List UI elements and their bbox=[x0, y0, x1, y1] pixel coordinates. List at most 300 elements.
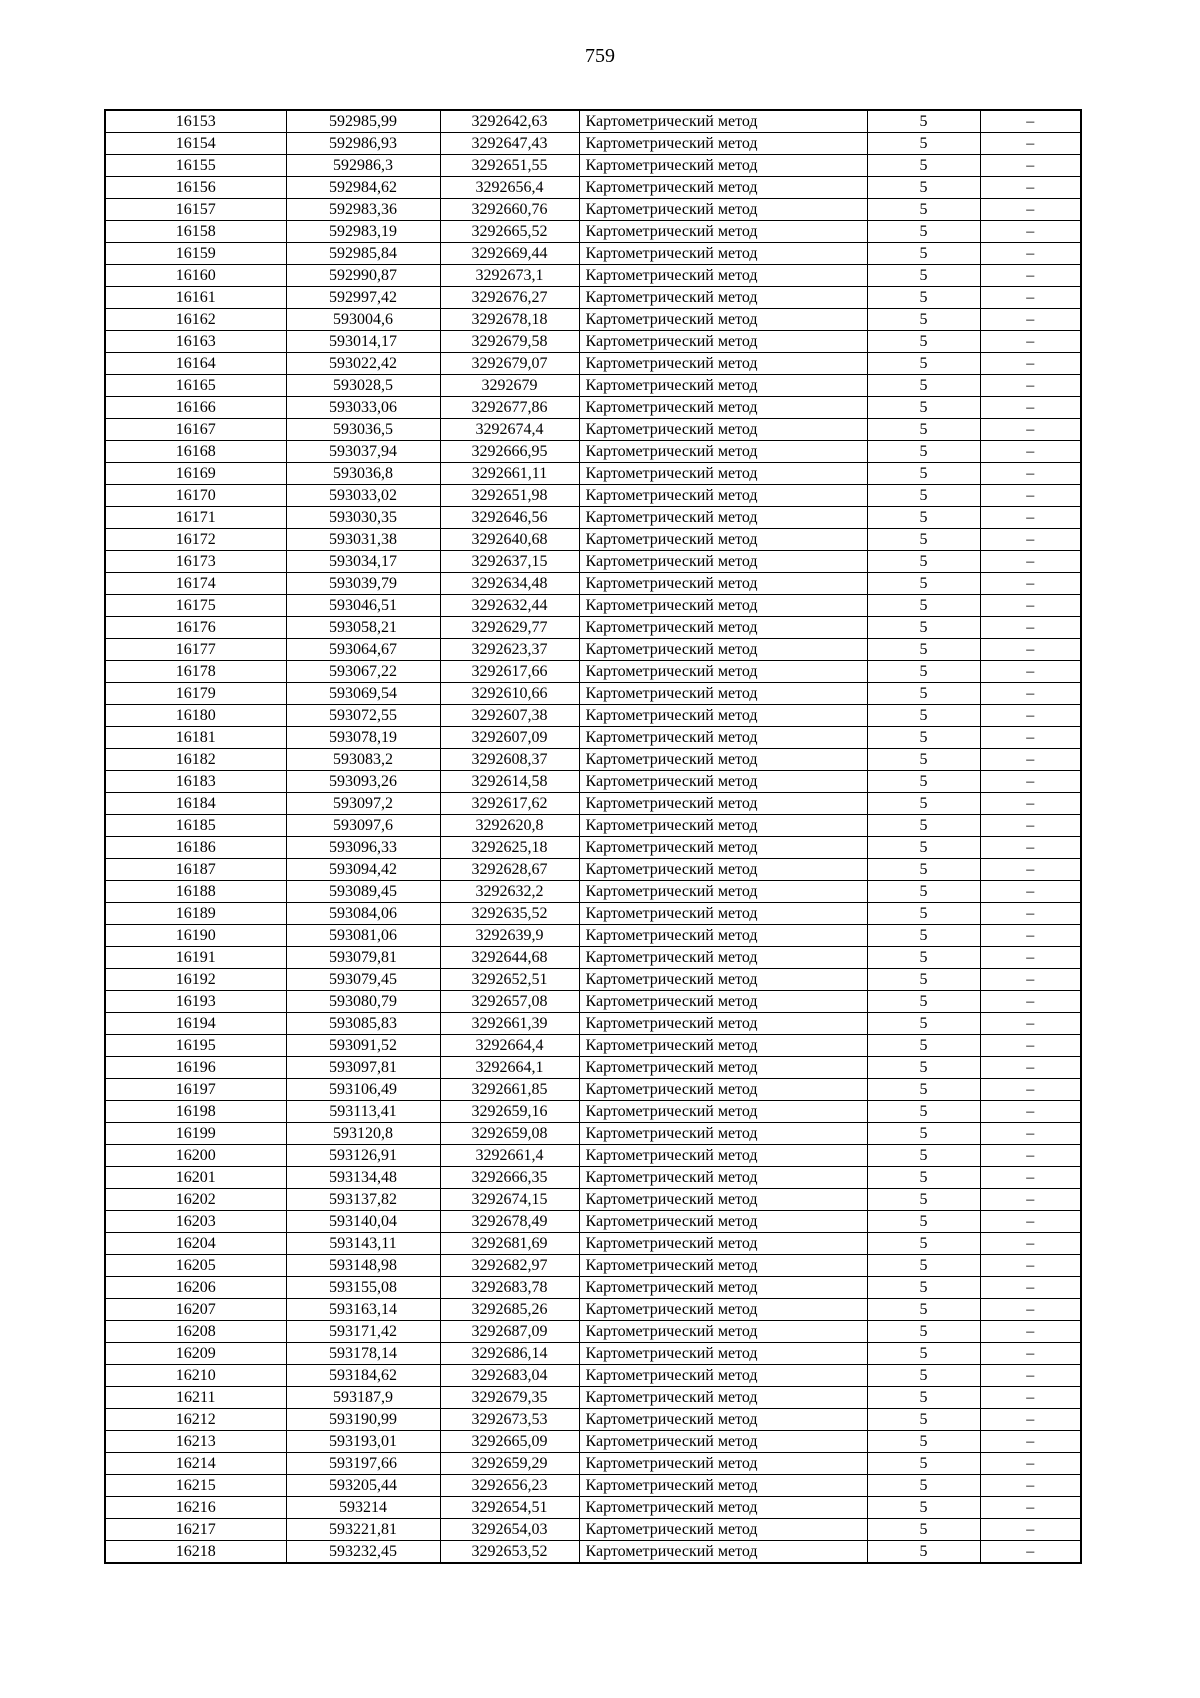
x-coordinate-cell: 592983,19 bbox=[286, 221, 440, 243]
x-coordinate-cell: 593081,06 bbox=[286, 925, 440, 947]
accuracy-cell: 5 bbox=[867, 265, 980, 287]
table-row bbox=[105, 881, 1081, 903]
method-cell: Картометрический метод bbox=[579, 1475, 867, 1497]
accuracy-cell: 5 bbox=[867, 133, 980, 155]
dash-cell: – bbox=[980, 133, 1081, 155]
y-coordinate-cell: 3292623,37 bbox=[440, 639, 579, 661]
y-coordinate-cell: 3292608,37 bbox=[440, 749, 579, 771]
point-number-cell: 16155 bbox=[105, 155, 286, 177]
dash-cell: – bbox=[980, 1409, 1081, 1431]
y-coordinate-cell: 3292679,35 bbox=[440, 1387, 579, 1409]
x-coordinate-cell: 593033,02 bbox=[286, 485, 440, 507]
x-coordinate-cell: 593120,8 bbox=[286, 1123, 440, 1145]
table-row bbox=[105, 199, 1081, 221]
table-row bbox=[105, 1541, 1081, 1564]
point-number-cell: 16184 bbox=[105, 793, 286, 815]
table-row bbox=[105, 991, 1081, 1013]
point-number-cell: 16187 bbox=[105, 859, 286, 881]
point-number-cell: 16175 bbox=[105, 595, 286, 617]
accuracy-cell: 5 bbox=[867, 177, 980, 199]
accuracy-cell: 5 bbox=[867, 881, 980, 903]
accuracy-cell: 5 bbox=[867, 243, 980, 265]
accuracy-cell: 5 bbox=[867, 441, 980, 463]
accuracy-cell: 5 bbox=[867, 947, 980, 969]
y-coordinate-cell: 3292677,86 bbox=[440, 397, 579, 419]
y-coordinate-cell: 3292617,62 bbox=[440, 793, 579, 815]
x-coordinate-cell: 593034,17 bbox=[286, 551, 440, 573]
point-number-cell: 16186 bbox=[105, 837, 286, 859]
y-coordinate-cell: 3292632,2 bbox=[440, 881, 579, 903]
y-coordinate-cell: 3292625,18 bbox=[440, 837, 579, 859]
table-row bbox=[105, 507, 1081, 529]
y-coordinate-cell: 3292644,68 bbox=[440, 947, 579, 969]
method-cell: Картометрический метод bbox=[579, 595, 867, 617]
x-coordinate-cell: 593080,79 bbox=[286, 991, 440, 1013]
point-number-cell: 16214 bbox=[105, 1453, 286, 1475]
x-coordinate-cell: 592986,93 bbox=[286, 133, 440, 155]
point-number-cell: 16162 bbox=[105, 309, 286, 331]
dash-cell: – bbox=[980, 221, 1081, 243]
x-coordinate-cell: 593084,06 bbox=[286, 903, 440, 925]
method-cell: Картометрический метод bbox=[579, 1541, 867, 1564]
y-coordinate-cell: 3292661,85 bbox=[440, 1079, 579, 1101]
point-number-cell: 16199 bbox=[105, 1123, 286, 1145]
table-row bbox=[105, 221, 1081, 243]
method-cell: Картометрический метод bbox=[579, 793, 867, 815]
dash-cell: – bbox=[980, 1299, 1081, 1321]
point-number-cell: 16177 bbox=[105, 639, 286, 661]
method-cell: Картометрический метод bbox=[579, 551, 867, 573]
table-row bbox=[105, 309, 1081, 331]
y-coordinate-cell: 3292669,44 bbox=[440, 243, 579, 265]
table-row bbox=[105, 155, 1081, 177]
y-coordinate-cell: 3292683,04 bbox=[440, 1365, 579, 1387]
dash-cell: – bbox=[980, 1123, 1081, 1145]
point-number-cell: 16165 bbox=[105, 375, 286, 397]
accuracy-cell: 5 bbox=[867, 1211, 980, 1233]
dash-cell: – bbox=[980, 1035, 1081, 1057]
dash-cell: – bbox=[980, 705, 1081, 727]
x-coordinate-cell: 593094,42 bbox=[286, 859, 440, 881]
dash-cell: – bbox=[980, 1321, 1081, 1343]
y-coordinate-cell: 3292656,23 bbox=[440, 1475, 579, 1497]
x-coordinate-cell: 593037,94 bbox=[286, 441, 440, 463]
point-number-cell: 16171 bbox=[105, 507, 286, 529]
point-number-cell: 16158 bbox=[105, 221, 286, 243]
dash-cell: – bbox=[980, 507, 1081, 529]
point-number-cell: 16216 bbox=[105, 1497, 286, 1519]
table-row bbox=[105, 969, 1081, 991]
dash-cell: – bbox=[980, 1255, 1081, 1277]
method-cell: Картометрический метод bbox=[579, 859, 867, 881]
method-cell: Картометрический метод bbox=[579, 815, 867, 837]
table-row bbox=[105, 1343, 1081, 1365]
method-cell: Картометрический метод bbox=[579, 441, 867, 463]
method-cell: Картометрический метод bbox=[579, 529, 867, 551]
table-row bbox=[105, 837, 1081, 859]
accuracy-cell: 5 bbox=[867, 1475, 980, 1497]
accuracy-cell: 5 bbox=[867, 419, 980, 441]
accuracy-cell: 5 bbox=[867, 1057, 980, 1079]
y-coordinate-cell: 3292664,4 bbox=[440, 1035, 579, 1057]
point-number-cell: 16190 bbox=[105, 925, 286, 947]
point-number-cell: 16194 bbox=[105, 1013, 286, 1035]
point-number-cell: 16207 bbox=[105, 1299, 286, 1321]
y-coordinate-cell: 3292629,77 bbox=[440, 617, 579, 639]
y-coordinate-cell: 3292659,29 bbox=[440, 1453, 579, 1475]
accuracy-cell: 5 bbox=[867, 1409, 980, 1431]
y-coordinate-cell: 3292617,66 bbox=[440, 661, 579, 683]
method-cell: Картометрический метод bbox=[579, 661, 867, 683]
dash-cell: – bbox=[980, 441, 1081, 463]
table-row bbox=[105, 1189, 1081, 1211]
table-row bbox=[105, 859, 1081, 881]
page-number: 759 bbox=[585, 45, 615, 67]
point-number-cell: 16206 bbox=[105, 1277, 286, 1299]
accuracy-cell: 5 bbox=[867, 837, 980, 859]
y-coordinate-cell: 3292664,1 bbox=[440, 1057, 579, 1079]
dash-cell: – bbox=[980, 331, 1081, 353]
table-row bbox=[105, 485, 1081, 507]
point-number-cell: 16156 bbox=[105, 177, 286, 199]
dash-cell: – bbox=[980, 265, 1081, 287]
method-cell: Картометрический метод bbox=[579, 1189, 867, 1211]
y-coordinate-cell: 3292687,09 bbox=[440, 1321, 579, 1343]
y-coordinate-cell: 3292654,03 bbox=[440, 1519, 579, 1541]
point-number-cell: 16188 bbox=[105, 881, 286, 903]
method-cell: Картометрический метод bbox=[579, 287, 867, 309]
x-coordinate-cell: 593113,41 bbox=[286, 1101, 440, 1123]
method-cell: Картометрический метод bbox=[579, 1321, 867, 1343]
accuracy-cell: 5 bbox=[867, 309, 980, 331]
point-number-cell: 16189 bbox=[105, 903, 286, 925]
accuracy-cell: 5 bbox=[867, 1233, 980, 1255]
table-row bbox=[105, 749, 1081, 771]
table-row bbox=[105, 463, 1081, 485]
dash-cell: – bbox=[980, 1343, 1081, 1365]
dash-cell: – bbox=[980, 837, 1081, 859]
method-cell: Картометрический метод bbox=[579, 617, 867, 639]
y-coordinate-cell: 3292679 bbox=[440, 375, 579, 397]
table-row bbox=[105, 397, 1081, 419]
x-coordinate-cell: 593079,45 bbox=[286, 969, 440, 991]
x-coordinate-cell: 593205,44 bbox=[286, 1475, 440, 1497]
x-coordinate-cell: 593014,17 bbox=[286, 331, 440, 353]
dash-cell: – bbox=[980, 617, 1081, 639]
dash-cell: – bbox=[980, 110, 1081, 133]
table-row bbox=[105, 529, 1081, 551]
x-coordinate-cell: 593143,11 bbox=[286, 1233, 440, 1255]
accuracy-cell: 5 bbox=[867, 749, 980, 771]
dash-cell: – bbox=[980, 727, 1081, 749]
dash-cell: – bbox=[980, 1431, 1081, 1453]
x-coordinate-cell: 593085,83 bbox=[286, 1013, 440, 1035]
y-coordinate-cell: 3292656,4 bbox=[440, 177, 579, 199]
method-cell: Картометрический метод bbox=[579, 1519, 867, 1541]
table-row bbox=[105, 925, 1081, 947]
point-number-cell: 16198 bbox=[105, 1101, 286, 1123]
table-row bbox=[105, 1013, 1081, 1035]
point-number-cell: 16218 bbox=[105, 1541, 286, 1564]
accuracy-cell: 5 bbox=[867, 727, 980, 749]
method-cell: Картометрический метод bbox=[579, 1233, 867, 1255]
y-coordinate-cell: 3292652,51 bbox=[440, 969, 579, 991]
method-cell: Картометрический метод bbox=[579, 749, 867, 771]
accuracy-cell: 5 bbox=[867, 287, 980, 309]
y-coordinate-cell: 3292678,49 bbox=[440, 1211, 579, 1233]
y-coordinate-cell: 3292665,52 bbox=[440, 221, 579, 243]
method-cell: Картометрический метод bbox=[579, 771, 867, 793]
method-cell: Картометрический метод bbox=[579, 221, 867, 243]
x-coordinate-cell: 593067,22 bbox=[286, 661, 440, 683]
table-row bbox=[105, 1145, 1081, 1167]
accuracy-cell: 5 bbox=[867, 639, 980, 661]
point-number-cell: 16180 bbox=[105, 705, 286, 727]
table-row bbox=[105, 573, 1081, 595]
x-coordinate-cell: 593140,04 bbox=[286, 1211, 440, 1233]
dash-cell: – bbox=[980, 1497, 1081, 1519]
x-coordinate-cell: 593079,81 bbox=[286, 947, 440, 969]
table-row bbox=[105, 947, 1081, 969]
dash-cell: – bbox=[980, 1365, 1081, 1387]
point-number-cell: 16205 bbox=[105, 1255, 286, 1277]
x-coordinate-cell: 593093,26 bbox=[286, 771, 440, 793]
accuracy-cell: 5 bbox=[867, 771, 980, 793]
x-coordinate-cell: 593193,01 bbox=[286, 1431, 440, 1453]
dash-cell: – bbox=[980, 969, 1081, 991]
x-coordinate-cell: 593171,42 bbox=[286, 1321, 440, 1343]
dash-cell: – bbox=[980, 573, 1081, 595]
dash-cell: – bbox=[980, 397, 1081, 419]
table-row bbox=[105, 243, 1081, 265]
dash-cell: – bbox=[980, 1277, 1081, 1299]
table-row bbox=[105, 1057, 1081, 1079]
y-coordinate-cell: 3292679,07 bbox=[440, 353, 579, 375]
dash-cell: – bbox=[980, 815, 1081, 837]
dash-cell: – bbox=[980, 287, 1081, 309]
accuracy-cell: 5 bbox=[867, 969, 980, 991]
x-coordinate-cell: 593004,6 bbox=[286, 309, 440, 331]
point-number-cell: 16195 bbox=[105, 1035, 286, 1057]
x-coordinate-cell: 592985,84 bbox=[286, 243, 440, 265]
y-coordinate-cell: 3292673,53 bbox=[440, 1409, 579, 1431]
accuracy-cell: 5 bbox=[867, 375, 980, 397]
x-coordinate-cell: 593046,51 bbox=[286, 595, 440, 617]
y-coordinate-cell: 3292665,09 bbox=[440, 1431, 579, 1453]
method-cell: Картометрический метод bbox=[579, 1101, 867, 1123]
y-coordinate-cell: 3292653,52 bbox=[440, 1541, 579, 1564]
accuracy-cell: 5 bbox=[867, 1079, 980, 1101]
method-cell: Картометрический метод bbox=[579, 683, 867, 705]
point-number-cell: 16192 bbox=[105, 969, 286, 991]
y-coordinate-cell: 3292673,1 bbox=[440, 265, 579, 287]
method-cell: Картометрический метод bbox=[579, 1453, 867, 1475]
x-coordinate-cell: 593163,14 bbox=[286, 1299, 440, 1321]
method-cell: Картометрический метод bbox=[579, 177, 867, 199]
table-row bbox=[105, 1255, 1081, 1277]
method-cell: Картометрический метод bbox=[579, 1145, 867, 1167]
y-coordinate-cell: 3292685,26 bbox=[440, 1299, 579, 1321]
dash-cell: – bbox=[980, 199, 1081, 221]
y-coordinate-cell: 3292635,52 bbox=[440, 903, 579, 925]
dash-cell: – bbox=[980, 639, 1081, 661]
method-cell: Картометрический метод bbox=[579, 837, 867, 859]
method-cell: Картометрический метод bbox=[579, 331, 867, 353]
x-coordinate-cell: 593058,21 bbox=[286, 617, 440, 639]
method-cell: Картометрический метод bbox=[579, 925, 867, 947]
method-cell: Картометрический метод bbox=[579, 1431, 867, 1453]
x-coordinate-cell: 593190,99 bbox=[286, 1409, 440, 1431]
x-coordinate-cell: 593022,42 bbox=[286, 353, 440, 375]
table-row bbox=[105, 1475, 1081, 1497]
method-cell: Картометрический метод bbox=[579, 1057, 867, 1079]
x-coordinate-cell: 593064,67 bbox=[286, 639, 440, 661]
dash-cell: – bbox=[980, 1167, 1081, 1189]
x-coordinate-cell: 593137,82 bbox=[286, 1189, 440, 1211]
method-cell: Картометрический метод bbox=[579, 265, 867, 287]
x-coordinate-cell: 593214 bbox=[286, 1497, 440, 1519]
method-cell: Картометрический метод bbox=[579, 705, 867, 727]
accuracy-cell: 5 bbox=[867, 1255, 980, 1277]
dash-cell: – bbox=[980, 683, 1081, 705]
accuracy-cell: 5 bbox=[867, 199, 980, 221]
table-row bbox=[105, 771, 1081, 793]
method-cell: Картометрический метод bbox=[579, 1365, 867, 1387]
method-cell: Картометрический метод bbox=[579, 1123, 867, 1145]
accuracy-cell: 5 bbox=[867, 1167, 980, 1189]
y-coordinate-cell: 3292646,56 bbox=[440, 507, 579, 529]
y-coordinate-cell: 3292661,39 bbox=[440, 1013, 579, 1035]
x-coordinate-cell: 593221,81 bbox=[286, 1519, 440, 1541]
accuracy-cell: 5 bbox=[867, 991, 980, 1013]
method-cell: Картометрический метод bbox=[579, 947, 867, 969]
point-number-cell: 16159 bbox=[105, 243, 286, 265]
accuracy-cell: 5 bbox=[867, 1541, 980, 1564]
dash-cell: – bbox=[980, 419, 1081, 441]
point-number-cell: 16157 bbox=[105, 199, 286, 221]
y-coordinate-cell: 3292682,97 bbox=[440, 1255, 579, 1277]
method-cell: Картометрический метод bbox=[579, 573, 867, 595]
y-coordinate-cell: 3292634,48 bbox=[440, 573, 579, 595]
y-coordinate-cell: 3292666,95 bbox=[440, 441, 579, 463]
y-coordinate-cell: 3292661,4 bbox=[440, 1145, 579, 1167]
table-row bbox=[105, 1211, 1081, 1233]
point-number-cell: 16161 bbox=[105, 287, 286, 309]
accuracy-cell: 5 bbox=[867, 155, 980, 177]
accuracy-cell: 5 bbox=[867, 221, 980, 243]
y-coordinate-cell: 3292654,51 bbox=[440, 1497, 579, 1519]
x-coordinate-cell: 593134,48 bbox=[286, 1167, 440, 1189]
point-number-cell: 16203 bbox=[105, 1211, 286, 1233]
point-number-cell: 16210 bbox=[105, 1365, 286, 1387]
point-number-cell: 16169 bbox=[105, 463, 286, 485]
table-row bbox=[105, 331, 1081, 353]
method-cell: Картометрический метод bbox=[579, 133, 867, 155]
y-coordinate-cell: 3292614,58 bbox=[440, 771, 579, 793]
method-cell: Картометрический метод bbox=[579, 419, 867, 441]
x-coordinate-cell: 593083,2 bbox=[286, 749, 440, 771]
table-row bbox=[105, 1387, 1081, 1409]
y-coordinate-cell: 3292666,35 bbox=[440, 1167, 579, 1189]
point-number-cell: 16183 bbox=[105, 771, 286, 793]
table-row bbox=[105, 551, 1081, 573]
dash-cell: – bbox=[980, 529, 1081, 551]
accuracy-cell: 5 bbox=[867, 1343, 980, 1365]
y-coordinate-cell: 3292661,11 bbox=[440, 463, 579, 485]
table-row bbox=[105, 595, 1081, 617]
method-cell: Картометрический метод bbox=[579, 1211, 867, 1233]
dash-cell: – bbox=[980, 859, 1081, 881]
dash-cell: – bbox=[980, 1189, 1081, 1211]
accuracy-cell: 5 bbox=[867, 1431, 980, 1453]
accuracy-cell: 5 bbox=[867, 353, 980, 375]
accuracy-cell: 5 bbox=[867, 617, 980, 639]
method-cell: Картометрический метод bbox=[579, 353, 867, 375]
x-coordinate-cell: 592986,3 bbox=[286, 155, 440, 177]
x-coordinate-cell: 593106,49 bbox=[286, 1079, 440, 1101]
accuracy-cell: 5 bbox=[867, 595, 980, 617]
dash-cell: – bbox=[980, 1079, 1081, 1101]
dash-cell: – bbox=[980, 595, 1081, 617]
point-number-cell: 16211 bbox=[105, 1387, 286, 1409]
point-number-cell: 16215 bbox=[105, 1475, 286, 1497]
dash-cell: – bbox=[980, 463, 1081, 485]
point-number-cell: 16168 bbox=[105, 441, 286, 463]
dash-cell: – bbox=[980, 1233, 1081, 1255]
method-cell: Картометрический метод bbox=[579, 1277, 867, 1299]
point-number-cell: 16212 bbox=[105, 1409, 286, 1431]
dash-cell: – bbox=[980, 991, 1081, 1013]
method-cell: Картометрический метод bbox=[579, 485, 867, 507]
dash-cell: – bbox=[980, 749, 1081, 771]
y-coordinate-cell: 3292657,08 bbox=[440, 991, 579, 1013]
point-number-cell: 16178 bbox=[105, 661, 286, 683]
x-coordinate-cell: 592985,99 bbox=[286, 110, 440, 133]
table-row bbox=[105, 1321, 1081, 1343]
x-coordinate-cell: 593126,91 bbox=[286, 1145, 440, 1167]
y-coordinate-cell: 3292660,76 bbox=[440, 199, 579, 221]
table-row bbox=[105, 1497, 1081, 1519]
x-coordinate-cell: 593089,45 bbox=[286, 881, 440, 903]
table-row bbox=[105, 1453, 1081, 1475]
table-row bbox=[105, 1101, 1081, 1123]
point-number-cell: 16160 bbox=[105, 265, 286, 287]
dash-cell: – bbox=[980, 661, 1081, 683]
accuracy-cell: 5 bbox=[867, 1321, 980, 1343]
table-row bbox=[105, 793, 1081, 815]
table-row bbox=[105, 661, 1081, 683]
dash-cell: – bbox=[980, 1057, 1081, 1079]
table-row bbox=[105, 177, 1081, 199]
table-row bbox=[105, 815, 1081, 837]
y-coordinate-cell: 3292628,67 bbox=[440, 859, 579, 881]
table-row bbox=[105, 419, 1081, 441]
table-row bbox=[105, 1277, 1081, 1299]
accuracy-cell: 5 bbox=[867, 1277, 980, 1299]
x-coordinate-cell: 593072,55 bbox=[286, 705, 440, 727]
y-coordinate-cell: 3292683,78 bbox=[440, 1277, 579, 1299]
accuracy-cell: 5 bbox=[867, 859, 980, 881]
accuracy-cell: 5 bbox=[867, 529, 980, 551]
method-cell: Картометрический метод bbox=[579, 881, 867, 903]
point-number-cell: 16166 bbox=[105, 397, 286, 419]
accuracy-cell: 5 bbox=[867, 1035, 980, 1057]
table-row bbox=[105, 639, 1081, 661]
point-number-cell: 16164 bbox=[105, 353, 286, 375]
method-cell: Картометрический метод bbox=[579, 507, 867, 529]
accuracy-cell: 5 bbox=[867, 1365, 980, 1387]
method-cell: Картометрический метод bbox=[579, 199, 867, 221]
